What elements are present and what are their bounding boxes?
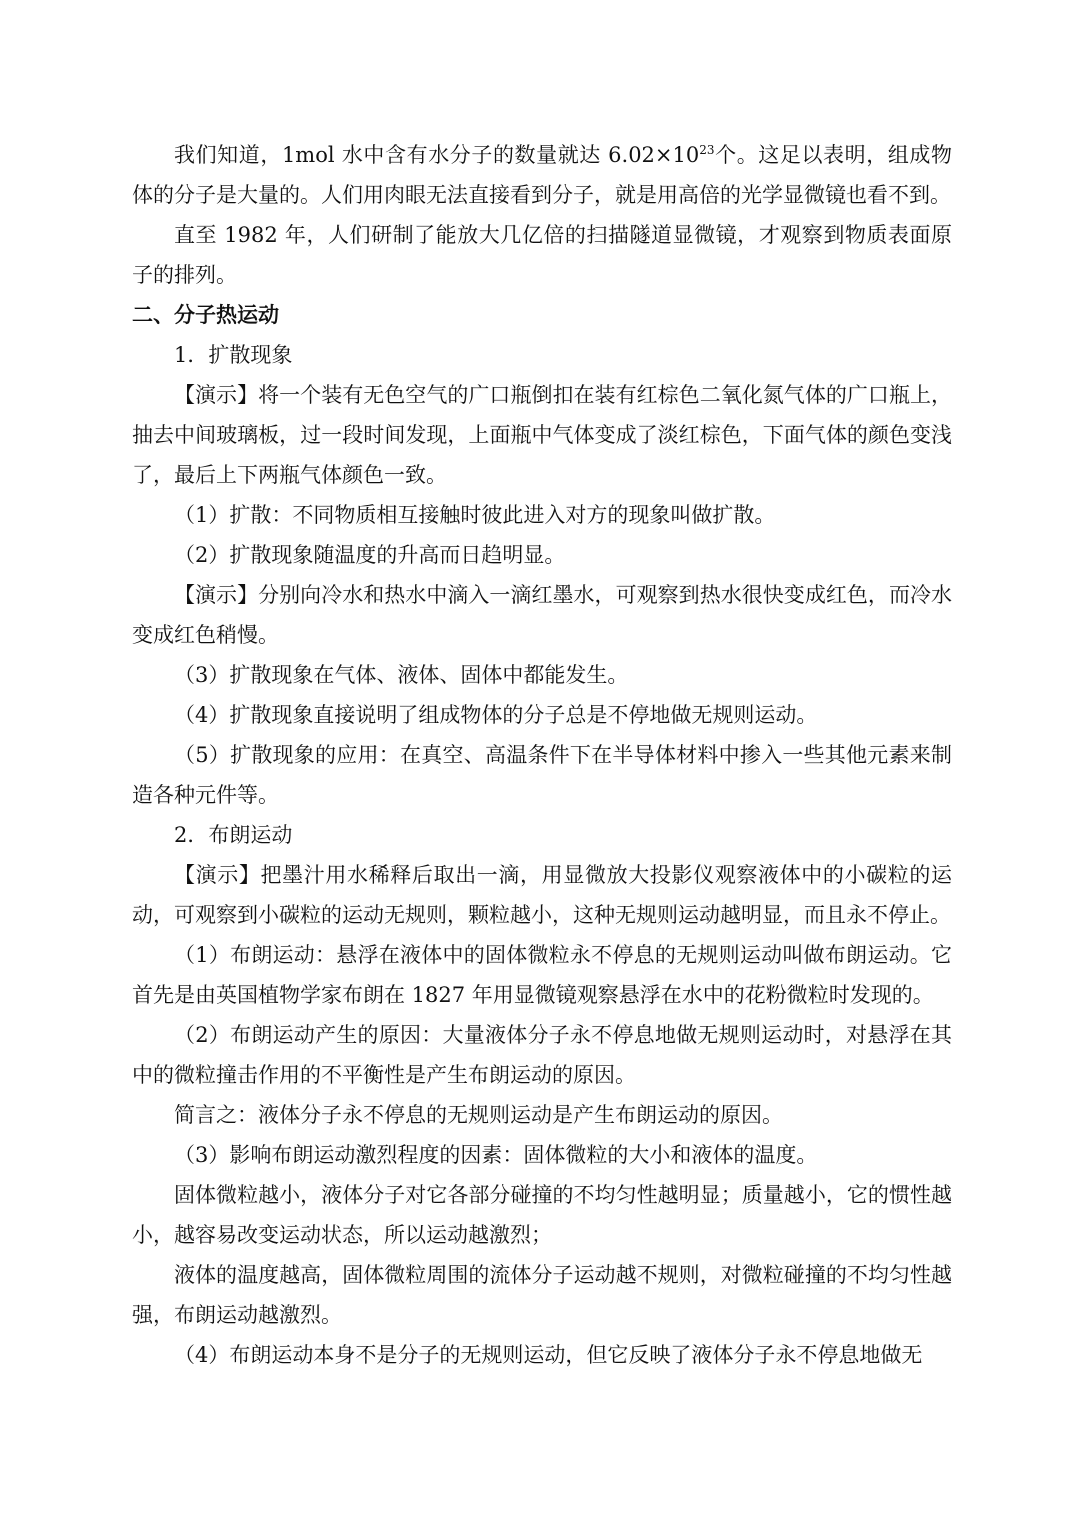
paragraph-demo-3: 【演示】把墨汁用水稀释后取出一滴，用显微放大投影仪观察液体中的小碳粒的运动，可观察到小碳粒的运动无规则，颗粒越小，这种无规则运动越明显，而且永不停止。 (132, 863, 952, 927)
paragraph-point-2: （2）扩散现象随温度的升高而日趋明显。 (174, 543, 566, 567)
paragraph-brownian-2: （2）布朗运动产生的原因：大量液体分子永不停息地做无规则运动时，对悬浮在其中的微粒撞击作用的不平衡性是产生布朗运动的原因。 (132, 1023, 952, 1087)
paragraph-point-3: （3）扩散现象在气体、液体、固体中都能发生。 (174, 663, 629, 687)
paragraph-particle-size: 固体微粒越小，液体分子对它各部分碰撞的不均匀性越明显；质量越小，它的惯性越小，越容易改变运动状态，所以运动越激烈； (132, 1183, 952, 1247)
paragraph-brownian-1: （1）布朗运动：悬浮在液体中的固体微粒永不停息的无规则运动叫做布朗运动。它首先是由英国植物学家布朗在 1827 年用显微镜观察悬浮在水中的花粉微粒时发现的。 (132, 943, 952, 1007)
paragraph-point-5: （5）扩散现象的应用：在真空、高温条件下在半导体材料中掺入一些其他元素来制造各种元件等。 (132, 743, 952, 807)
exponent: 23 (699, 143, 715, 157)
subsection-title-brownian: 2．布朗运动 (174, 823, 293, 847)
paragraph-text: 个。这足以表明，组成物体的分子是大量的。人们用肉眼无法直接看到分子，就是用高倍的光学显微镜也看不到。 (132, 143, 953, 207)
paragraph-stm: 直至 1982 年，人们研制了能放大几亿倍的扫描隧道显微镜，才观察到物质表面原子的排列。 (132, 223, 952, 287)
paragraph-brownian-3: （3）影响布朗运动激烈程度的因素：固体微粒的大小和液体的温度。 (174, 1143, 818, 1167)
paragraph-temperature: 液体的温度越高，固体微粒周围的流体分子运动越不规则，对微粒碰撞的不均匀性越强，布朗运动越激烈。 (132, 1263, 952, 1327)
paragraph-point-1: （1）扩散：不同物质相互接触时彼此进入对方的现象叫做扩散。 (174, 503, 776, 527)
paragraph-demo-2: 【演示】分别向冷水和热水中滴入一滴红墨水，可观察到热水很快变成红色，而冷水变成红色稍慢。 (132, 583, 952, 647)
paragraph-brownian-4: （4）布朗运动本身不是分子的无规则运动，但它反映了液体分子永不停息地做无 (174, 1343, 923, 1367)
subsection-title-diffusion: 1．扩散现象 (174, 343, 293, 367)
paragraph-point-4: （4）扩散现象直接说明了组成物体的分子总是不停地做无规则运动。 (174, 703, 818, 727)
paragraph-demo-1: 【演示】将一个装有无色空气的广口瓶倒扣在装有红棕色二氧化氮气体的广口瓶上，抽去中间玻璃板，过一段时间发现，上面瓶中气体变成了淡红棕色，下面气体的颜色变浅了，最后上下两瓶气体颜色一致。 (132, 383, 952, 487)
section-heading: 二、分子热运动 (132, 303, 279, 327)
paragraph-summary: 简言之：液体分子永不停息的无规则运动是产生布朗运动的原因。 (174, 1103, 783, 1127)
paragraph-text: 我们知道，1mol 水中含有水分子的数量就达 6.02×10 (174, 143, 700, 167)
paragraph-molecule-count (132, 135, 952, 215)
document-page (132, 135, 952, 1375)
